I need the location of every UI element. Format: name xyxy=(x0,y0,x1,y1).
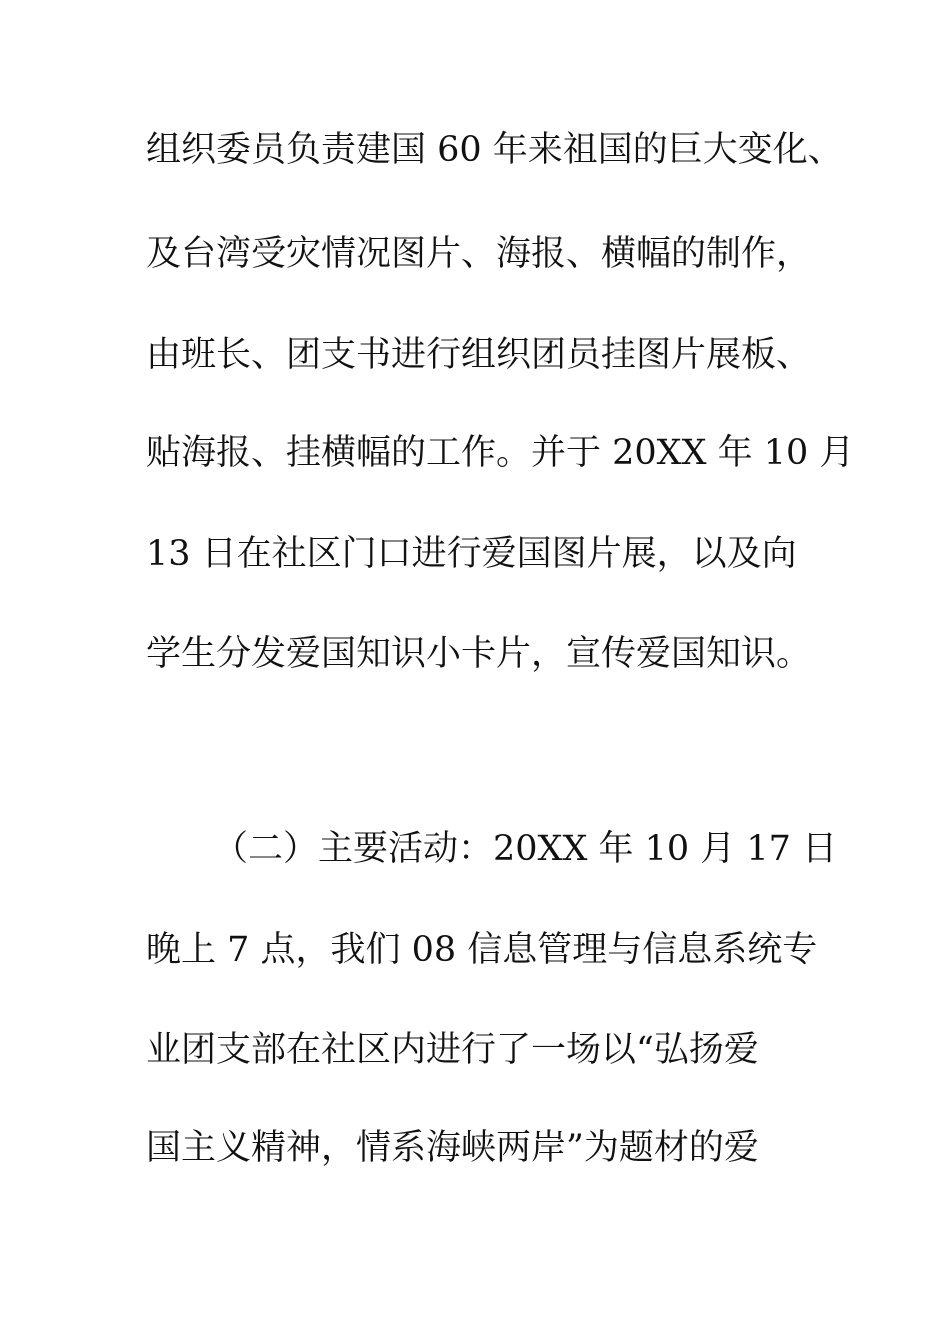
paragraph-line-8: 晚上 7 点，我们 08 信息管理与信息系统专 xyxy=(146,930,818,970)
paragraph-line-2: 及台湾受灾情况图片、海报、横幅的制作， xyxy=(146,234,812,274)
paragraph-line-9: 业团支部在社区内进行了一场以“弘扬爱 xyxy=(146,1030,759,1070)
paragraph-line-6: 学生分发爱国知识小卡片，宣传爱国知识。 xyxy=(146,634,812,674)
paragraph-line-3: 由班长、团支书进行组织团员挂图片展板、 xyxy=(146,335,812,375)
section-heading-line: （二）主要活动：20XX 年 10 月 17 日 xyxy=(213,829,838,869)
paragraph-line-5: 13 日在社区门口进行爱国图片展，以及向 xyxy=(146,534,797,574)
paragraph-line-10: 国主义精神，情系海峡两岸”为题材的爱 xyxy=(146,1128,759,1168)
paragraph-line-4: 贴海报、挂横幅的工作。并于 20XX 年 10 月 xyxy=(146,433,855,473)
paragraph-line-1: 组织委员负责建国 60 年来祖国的巨大变化、 xyxy=(146,130,843,170)
